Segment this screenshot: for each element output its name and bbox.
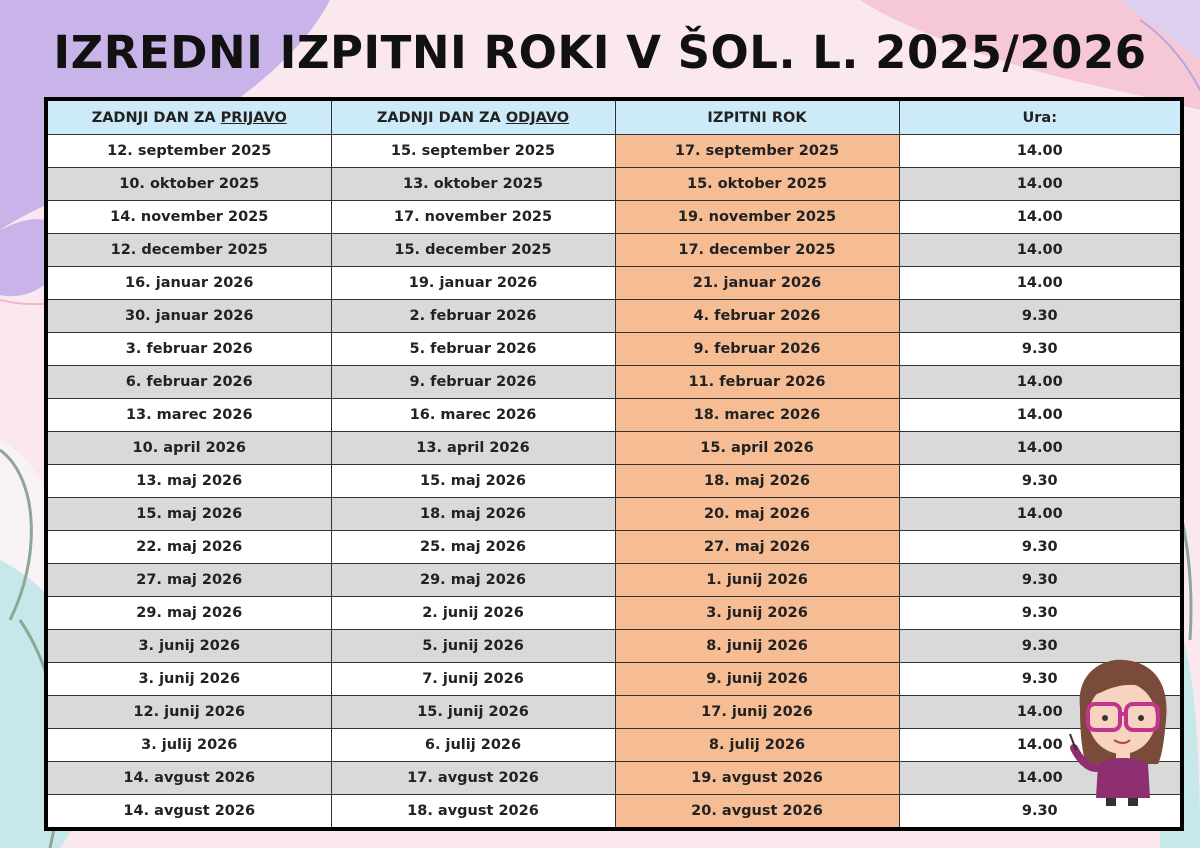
exam-date-cell: 21. januar 2026: [615, 267, 899, 300]
exam-date-cell: 8. junij 2026: [615, 630, 899, 663]
page-title: IZREDNI IZPITNI ROKI V ŠOL. L. 2025/2026: [53, 26, 1147, 79]
withdrawal-deadline-cell: 16. marec 2026: [331, 399, 615, 432]
exam-date-cell: 19. avgust 2026: [615, 762, 899, 795]
header-registration-emphasis: PRIJAVO: [220, 109, 287, 126]
withdrawal-deadline-cell: 13. oktober 2025: [331, 168, 615, 201]
table-row: [46, 234, 1182, 267]
withdrawal-deadline-cell: 17. avgust 2026: [331, 762, 615, 795]
withdrawal-deadline-cell: 25. maj 2026: [331, 531, 615, 564]
table-row: [46, 498, 1182, 531]
withdrawal-deadline-cell: 17. november 2025: [331, 201, 615, 234]
withdrawal-deadline-cell: 15. september 2025: [331, 135, 615, 168]
time-cell: 9.30: [899, 663, 1182, 696]
table-row: [46, 333, 1182, 366]
exam-date-cell: 9. junij 2026: [615, 663, 899, 696]
table-row: [46, 366, 1182, 399]
withdrawal-deadline-cell: 15. junij 2026: [331, 696, 615, 729]
time-cell: 9.30: [899, 795, 1182, 830]
withdrawal-deadline-cell: 29. maj 2026: [331, 564, 615, 597]
registration-deadline-cell: 30. januar 2026: [46, 300, 331, 333]
table-row: [46, 729, 1182, 762]
exam-date-cell: 4. februar 2026: [615, 300, 899, 333]
header-withdrawal-emphasis: ODJAVO: [505, 109, 570, 126]
exam-date-cell: 18. marec 2026: [615, 399, 899, 432]
exam-date-cell: 15. april 2026: [615, 432, 899, 465]
exam-date-cell: 17. september 2025: [615, 135, 899, 168]
registration-deadline-cell: 10. april 2026: [46, 432, 331, 465]
registration-deadline-cell: 14. avgust 2026: [46, 762, 331, 795]
exam-date-cell: 15. oktober 2025: [615, 168, 899, 201]
time-cell: 14.00: [899, 762, 1182, 795]
table-body: [46, 135, 1182, 830]
withdrawal-deadline-cell: 13. april 2026: [331, 432, 615, 465]
time-cell: 14.00: [899, 399, 1182, 432]
table-row: [46, 762, 1182, 795]
table-header: [46, 99, 1182, 135]
exam-date-cell: 1. junij 2026: [615, 564, 899, 597]
registration-deadline-cell: 29. maj 2026: [46, 597, 331, 630]
registration-deadline-cell: 6. februar 2026: [46, 366, 331, 399]
withdrawal-deadline-cell: 5. junij 2026: [331, 630, 615, 663]
table-row: [46, 267, 1182, 300]
time-cell: 9.30: [899, 300, 1182, 333]
registration-deadline-cell: 3. julij 2026: [46, 729, 331, 762]
table-row: [46, 531, 1182, 564]
time-cell: 14.00: [899, 267, 1182, 300]
time-cell: 14.00: [899, 498, 1182, 531]
registration-deadline-cell: 12. december 2025: [46, 234, 331, 267]
exam-date-cell: 20. maj 2026: [615, 498, 899, 531]
time-cell: 9.30: [899, 630, 1182, 663]
withdrawal-deadline-cell: 15. december 2025: [331, 234, 615, 267]
table-row: [46, 597, 1182, 630]
registration-deadline-cell: 3. junij 2026: [46, 630, 331, 663]
withdrawal-deadline-cell: 2. junij 2026: [331, 597, 615, 630]
exam-date-cell: 19. november 2025: [615, 201, 899, 234]
time-cell: 9.30: [899, 465, 1182, 498]
time-cell: 9.30: [899, 531, 1182, 564]
exam-date-cell: 27. maj 2026: [615, 531, 899, 564]
exam-date-cell: 11. februar 2026: [615, 366, 899, 399]
withdrawal-deadline-cell: 19. januar 2026: [331, 267, 615, 300]
exam-date-cell: 8. julij 2026: [615, 729, 899, 762]
time-cell: 14.00: [899, 135, 1182, 168]
exam-date-cell: 3. junij 2026: [615, 597, 899, 630]
registration-deadline-cell: 3. junij 2026: [46, 663, 331, 696]
header-withdrawal-prefix: ZADNJI DAN ZA: [376, 109, 506, 126]
exam-schedule-table: [44, 97, 1184, 831]
registration-deadline-cell: 13. maj 2026: [46, 465, 331, 498]
exam-date-cell: 17. junij 2026: [615, 696, 899, 729]
header-withdrawal-deadline: [331, 99, 615, 135]
registration-deadline-cell: 22. maj 2026: [46, 531, 331, 564]
header-row: [46, 99, 1182, 135]
table-row: [46, 630, 1182, 663]
withdrawal-deadline-cell: 18. maj 2026: [331, 498, 615, 531]
registration-deadline-cell: 12. junij 2026: [46, 696, 331, 729]
exam-date-cell: 18. maj 2026: [615, 465, 899, 498]
registration-deadline-cell: 10. oktober 2025: [46, 168, 331, 201]
teacher-illustration: [1066, 656, 1176, 812]
withdrawal-deadline-cell: 15. maj 2026: [331, 465, 615, 498]
table-row: [46, 795, 1182, 830]
registration-deadline-cell: 3. februar 2026: [46, 333, 331, 366]
exam-date-cell: 9. februar 2026: [615, 333, 899, 366]
header-time: Ura:: [899, 99, 1182, 135]
header-registration-deadline: [46, 99, 331, 135]
registration-deadline-cell: 15. maj 2026: [46, 498, 331, 531]
table-row: [46, 432, 1182, 465]
table-row: [46, 696, 1182, 729]
table-row: [46, 564, 1182, 597]
time-cell: 14.00: [899, 366, 1182, 399]
time-cell: 14.00: [899, 201, 1182, 234]
table-row: [46, 135, 1182, 168]
time-cell: 14.00: [899, 729, 1182, 762]
table-row: [46, 399, 1182, 432]
header-registration-prefix: ZADNJI DAN ZA: [91, 109, 221, 126]
time-cell: 9.30: [899, 597, 1182, 630]
registration-deadline-cell: 14. avgust 2026: [46, 795, 331, 830]
time-cell: 14.00: [899, 234, 1182, 267]
exam-date-cell: 20. avgust 2026: [615, 795, 899, 830]
time-cell: 14.00: [899, 432, 1182, 465]
withdrawal-deadline-cell: 6. julij 2026: [331, 729, 615, 762]
time-cell: 9.30: [899, 564, 1182, 597]
time-cell: 14.00: [899, 696, 1182, 729]
withdrawal-deadline-cell: 18. avgust 2026: [331, 795, 615, 830]
registration-deadline-cell: 16. januar 2026: [46, 267, 331, 300]
table-row: [46, 201, 1182, 234]
table-row: [46, 300, 1182, 333]
header-exam-date: IZPITNI ROK: [615, 99, 899, 135]
withdrawal-deadline-cell: 5. februar 2026: [331, 333, 615, 366]
registration-deadline-cell: 12. september 2025: [46, 135, 331, 168]
table-row: [46, 168, 1182, 201]
withdrawal-deadline-cell: 9. februar 2026: [331, 366, 615, 399]
time-cell: 14.00: [899, 168, 1182, 201]
exam-date-cell: 17. december 2025: [615, 234, 899, 267]
registration-deadline-cell: 13. marec 2026: [46, 399, 331, 432]
withdrawal-deadline-cell: 2. februar 2026: [331, 300, 615, 333]
registration-deadline-cell: 14. november 2025: [46, 201, 331, 234]
time-cell: 9.30: [899, 333, 1182, 366]
registration-deadline-cell: 27. maj 2026: [46, 564, 331, 597]
table-row: [46, 465, 1182, 498]
withdrawal-deadline-cell: 7. junij 2026: [331, 663, 615, 696]
table-row: [46, 663, 1182, 696]
